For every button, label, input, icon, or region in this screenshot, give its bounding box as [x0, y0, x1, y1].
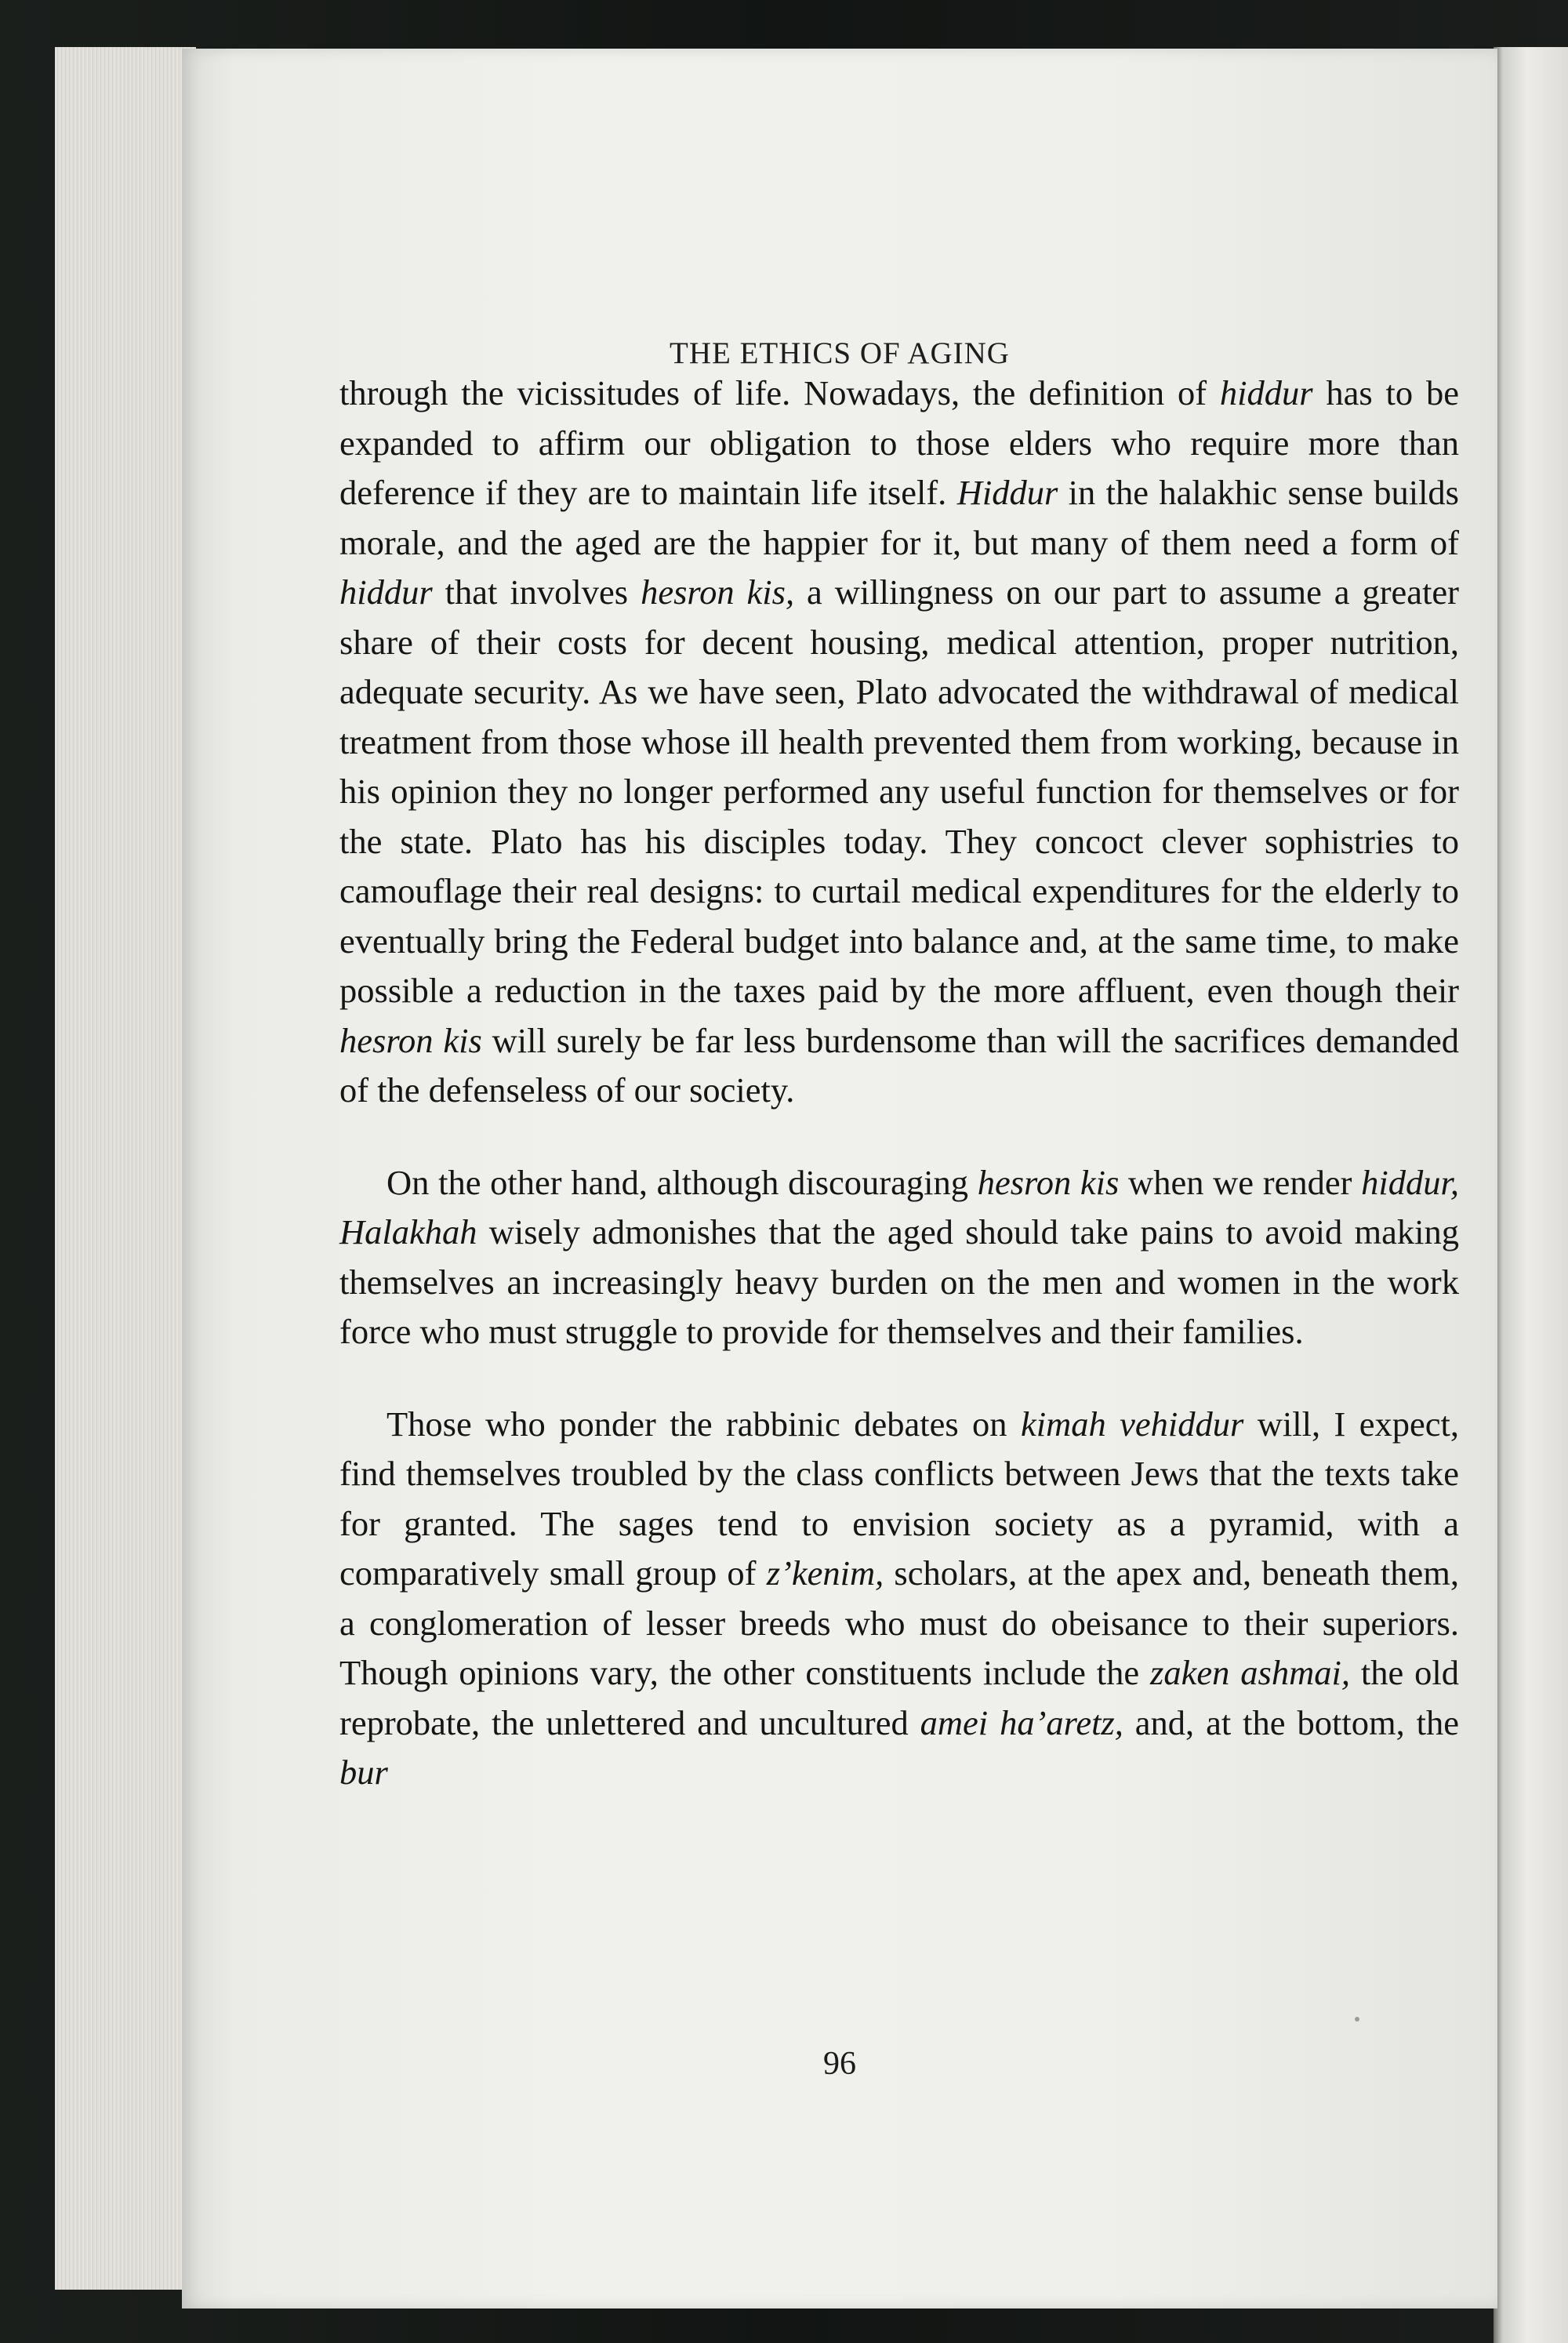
margin-mark [1355, 2017, 1359, 2022]
text-run: scholars, at the apex and, beneath them, a conglomeration of lesser breeds who must do obeisance to their superiors. Though opinions vary, the other constituents include the [339, 1553, 1460, 1692]
page-number: 96 [823, 2046, 856, 2082]
italic-term: amei ha’aretz, [920, 1702, 1123, 1742]
paragraph [339, 369, 1459, 1116]
text-run: a willingness on our part to assume a greater share of their costs for decent housing, medical attention, proper nutrition, adequate security. As we have seen, Plato advocated the withdrawal of medical treatment from those whose ill health prevented them from working, because in his opinion they no longer performed any useful function for themselves or for the state. Plato has his disciples today. They concoct clever sophistries to camouflage their real designs: to curtail medical expenditures for the elderly to eventually bring the Federal budget into balance and, at the same time, to make possible a reduction in the taxes paid by the more affluent, even though their [339, 572, 1459, 1010]
text-run: when we render [1119, 1162, 1362, 1202]
text-run: wisely admonishes that the aged should take pains to avoid making themselves an increasingly heavy burden on the men and women in the work force who must struggle to provide for themselves and their families. [339, 1212, 1459, 1351]
italic-term: z’kenim, [766, 1553, 884, 1593]
paragraph [339, 1158, 1459, 1357]
text-run: and, at the bottom, the [1123, 1702, 1459, 1742]
italic-term: hiddur [339, 572, 433, 612]
text-run: On the other hand, although discouraging [387, 1162, 978, 1202]
italic-term: hiddur [1219, 373, 1313, 412]
italic-term: zaken ashmai, [1150, 1653, 1350, 1692]
text-run: will surely be far less burdensome than will the sacrifices demanded of the defenseless of our society. [339, 1020, 1460, 1110]
body-text [339, 369, 1459, 1798]
text-run: has to be expanded to affirm our obligation to those elders who require more than deference if they are to maintain life itself. [339, 373, 1459, 512]
italic-term: bur [339, 1753, 388, 1792]
text-run: that involves [432, 572, 641, 612]
page-stack-edge [55, 47, 196, 2290]
italic-term: hesron kis [977, 1162, 1120, 1202]
paragraph [339, 1400, 1459, 1798]
italic-term: kimah vehiddur [1020, 1404, 1244, 1444]
italic-term: hiddur, Halakhah [339, 1162, 1459, 1251]
italic-term: Hiddur [956, 473, 1058, 512]
text-run: through the vicissitudes of life. Nowadays, the definition of [339, 373, 1220, 412]
text-run: Those who ponder the rabbinic debates on [387, 1404, 1021, 1444]
running-head: THE ETHICS OF AGING [670, 336, 1010, 370]
text-run: the old reprobate, the unlettered and uncultured [339, 1653, 1459, 1742]
italic-term: hesron kis [339, 1020, 482, 1060]
text-run: in the halakhic sense builds morale, and the aged are the happier for it, but many of them need a form of [339, 473, 1459, 562]
facing-page-edge [1494, 47, 1568, 2343]
italic-term: hesron kis, [641, 572, 795, 612]
text-run: will, I expect, find themselves troubled by the class conflicts between Jews that the texts take for granted. The sages tend to envision society as a pyramid, with a comparatively small group of [339, 1404, 1460, 1593]
